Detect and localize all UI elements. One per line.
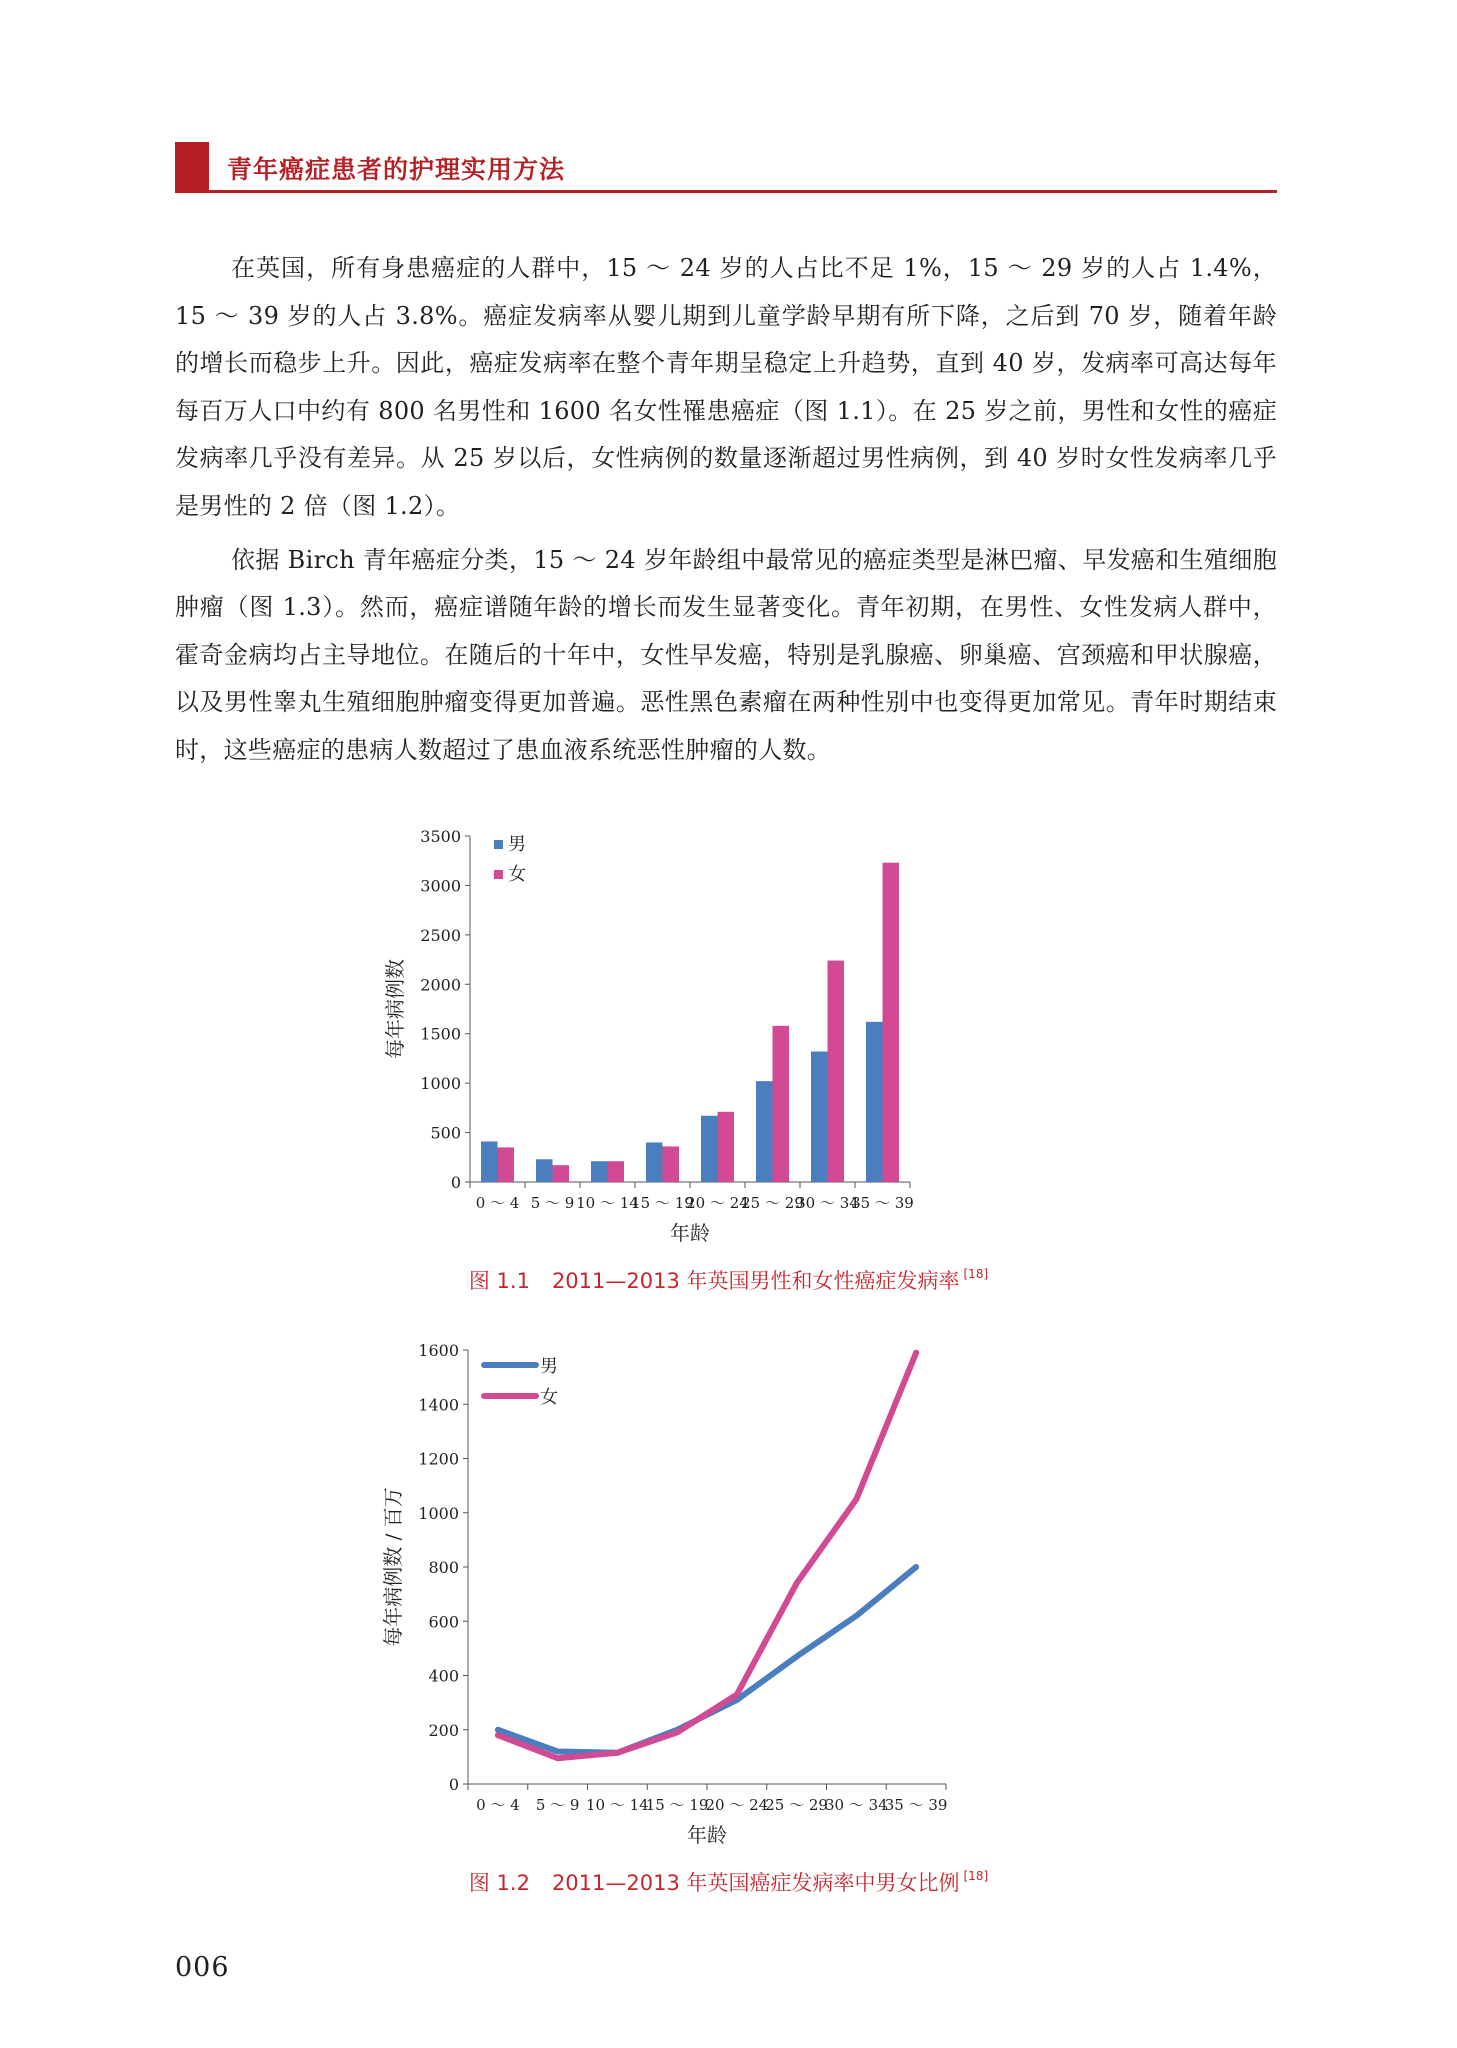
y-tick-label: 1200: [418, 1449, 459, 1469]
caption-text: 2011—2013 年英国男性和女性癌症发病率: [551, 1269, 960, 1293]
x-tick-label: 5 ～ 9: [535, 1796, 580, 1814]
data-point-女-1: [557, 1758, 558, 1759]
x-tick-label: 10 ～ 14: [576, 1194, 639, 1212]
data-point-男-6: [856, 1615, 857, 1616]
x-axis-title: 年龄: [670, 1221, 710, 1245]
running-header: [175, 142, 1277, 192]
header-title: 青年癌症患者的护理实用方法: [227, 155, 566, 184]
bar-男-4: [701, 1116, 718, 1182]
x-tick-label: 0 ～ 4: [475, 1194, 520, 1212]
y-axis-title: 每年病例数: [383, 959, 407, 1059]
y-tick-label: 2000: [420, 975, 461, 995]
y-tick-label: 3000: [420, 876, 461, 896]
figure-1-2-line-chart: [360, 1320, 1080, 1860]
bar-男-3: [646, 1142, 663, 1182]
y-tick-label: 400: [428, 1666, 459, 1686]
series-line-女: [498, 1353, 916, 1759]
header-rule: [175, 190, 1277, 193]
data-point-女-6: [856, 1499, 857, 1500]
x-tick-label: 20 ～ 24: [705, 1796, 769, 1814]
x-tick-label: 35 ～ 39: [884, 1796, 948, 1814]
bar-女-6: [828, 961, 845, 1182]
y-axis-title: 每年病例数 / 百万: [381, 1487, 405, 1647]
x-tick-label: 0 ～ 4: [476, 1796, 520, 1814]
x-tick-label: 30 ～ 34: [825, 1796, 888, 1814]
data-point-男-4: [736, 1699, 737, 1700]
x-tick-label: 15 ～ 19: [645, 1796, 709, 1814]
y-tick-label: 200: [428, 1720, 459, 1740]
series-line-男: [498, 1567, 916, 1753]
legend-label: 女: [540, 1387, 558, 1408]
bar-男-6: [811, 1052, 828, 1182]
data-point-男-7: [916, 1567, 917, 1568]
caption-number: 图 1.2: [468, 1871, 530, 1895]
legend-swatch: [494, 870, 503, 879]
x-tick-label: 5 ～ 9: [530, 1194, 575, 1212]
y-tick-label: 3500: [420, 827, 461, 846]
paragraph: 依据 Birch 青年癌症分类，15 ～ 24 岁年龄组中最常见的癌症类型是淋巴瘤、早发癌和生殖细胞肿瘤（图 1.3）。然而，癌症谱随年龄的增长而发生显著变化。青年初期，在男性、女性发病人群中，霍奇金病均占主导地位。在随后的十年中，女性早发癌，特别是乳腺癌、卵巢癌、宫颈癌和甲状腺癌，以及男性睾丸生殖细胞肿瘤变得更加普遍。恶性黑色素瘤在两种性别中也变得更加常见。青年时期结束时，这些癌症的患病人数超过了患血液系统恶性肿瘤的人数。: [175, 545, 1277, 764]
bar-女-0: [498, 1147, 515, 1182]
bar-女-4: [718, 1112, 735, 1182]
y-tick-label: 1000: [420, 1074, 461, 1094]
x-tick-label: 25 ～ 29: [765, 1796, 828, 1814]
y-tick-label: 1500: [420, 1024, 461, 1044]
bar-女-2: [608, 1161, 625, 1182]
data-point-女-7: [916, 1352, 917, 1353]
data-point-女-4: [736, 1694, 737, 1695]
x-axis-title: 年龄: [687, 1823, 727, 1847]
y-tick-label: 0: [450, 1173, 461, 1192]
bar-女-5: [773, 1026, 790, 1182]
caption-text: 2011—2013 年英国癌症发病率中男女比例: [551, 1871, 960, 1895]
data-point-男-0: [497, 1729, 498, 1730]
bar-女-1: [553, 1165, 570, 1182]
bar-男-5: [756, 1081, 773, 1182]
y-tick-label: 0: [448, 1775, 459, 1794]
caption-reference: [18]: [963, 1267, 989, 1281]
bar-男-0: [481, 1141, 498, 1182]
bar-女-3: [663, 1146, 680, 1182]
line-chart-svg: [360, 1320, 1080, 1860]
bar-男-7: [866, 1022, 883, 1182]
y-tick-label: 1400: [418, 1395, 459, 1415]
bar-chart-svg: [360, 820, 1080, 1260]
data-point-女-5: [796, 1583, 797, 1584]
x-tick-label: 10 ～ 14: [586, 1796, 649, 1814]
y-tick-label: 800: [428, 1558, 459, 1577]
page-number: 006: [175, 1952, 230, 1983]
legend-label: 男: [540, 1356, 558, 1377]
y-tick-label: 1000: [418, 1503, 459, 1523]
bar-女-7: [883, 863, 900, 1182]
y-tick-label: 500: [430, 1123, 461, 1143]
legend-swatch: [494, 840, 503, 849]
y-tick-label: 600: [428, 1612, 459, 1632]
data-point-女-0: [497, 1735, 498, 1736]
body-text: [175, 245, 1277, 781]
data-point-男-1: [557, 1751, 558, 1752]
caption-reference: [18]: [963, 1869, 989, 1883]
caption-number: 图 1.1: [468, 1269, 530, 1293]
bar-男-1: [536, 1159, 553, 1182]
x-tick-label: 25 ～ 29: [741, 1194, 804, 1212]
x-tick-label: 20 ～ 24: [686, 1194, 749, 1212]
y-tick-label: 1600: [418, 1341, 459, 1360]
data-point-女-2: [617, 1752, 618, 1753]
x-tick-label: 35 ～ 39: [851, 1194, 914, 1212]
legend-label: 男: [508, 834, 526, 855]
figure-1-1-bar-chart: [360, 820, 1080, 1260]
x-tick-label: 30 ～ 34: [796, 1194, 859, 1212]
figure-1-1-caption: [0, 1265, 1457, 1295]
y-tick-label: 2500: [420, 925, 461, 945]
data-point-男-5: [796, 1656, 797, 1657]
legend-label: 女: [508, 864, 526, 885]
header-accent-block: [175, 142, 209, 192]
bar-男-2: [591, 1161, 608, 1182]
figure-1-2-caption: [0, 1867, 1457, 1897]
data-point-女-3: [677, 1732, 678, 1733]
x-tick-label: 15 ～ 19: [631, 1194, 694, 1212]
paragraph: 在英国，所有身患癌症的人群中，15 ～ 24 岁的人占比不足 1%，15 ～ 29 岁的人占 1.4%，15 ～ 39 岁的人占 3.8%。癌症发病率从婴儿期到儿童学龄早期有所下降，之后到 70 岁，随着年龄的增长而稳步上升。因此，癌症发病率在整个青年期呈稳定上升趋势，直到 40 岁，发病率可高达每年每百万人口中约有 800 名男性和 1600 名女性罹患癌症（图 1.1）。在 25 岁之前，男性和女性的癌症发病率几乎没有差异。从 25 岁以后，女性病例的数量逐渐超过男性病例，到 40 岁时女性发病率几乎是男性的 2 倍（图 1.2）。: [175, 254, 1277, 520]
